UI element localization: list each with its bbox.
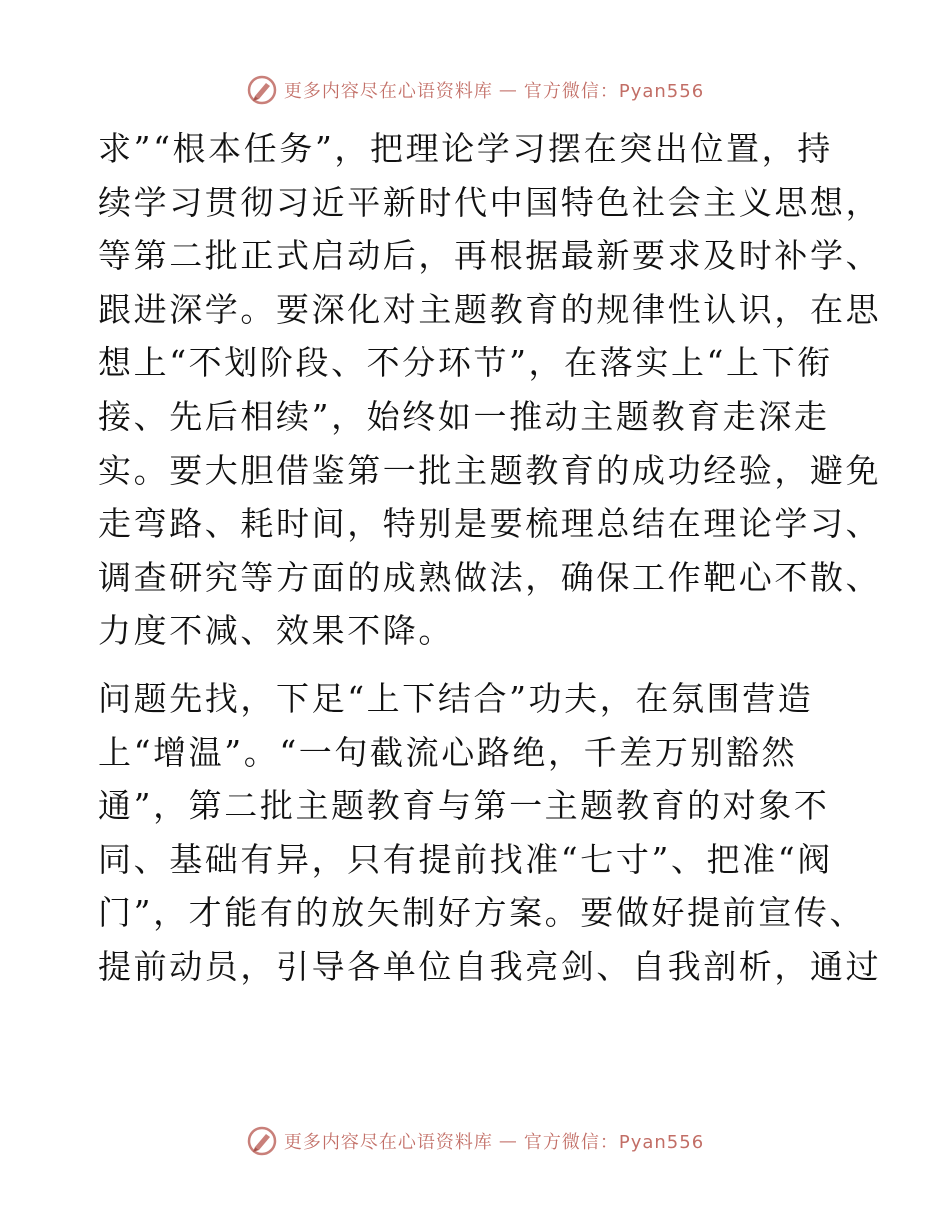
text-line: 走弯路、耗时间，特别是要梳理总结在理论学习、 xyxy=(98,504,882,544)
watermark-contact: 官方微信：Pyan556 xyxy=(523,81,705,102)
text-line: 上“增温”。“一句截流心路绝，千差万别豁然 xyxy=(98,732,798,772)
watermark-contact: 官方微信：Pyan556 xyxy=(523,1132,705,1153)
header-watermark xyxy=(0,74,950,106)
text-line: 调查研究等方面的成熟做法，确保工作靶心不散、 xyxy=(98,557,882,597)
text-line: 续学习贯彻习近平新时代中国特色社会主义思想， xyxy=(98,182,882,222)
text-line: 通”，第二批主题教育与第一主题教育的对象不 xyxy=(98,786,830,826)
watermark-separator: — xyxy=(498,1130,518,1152)
footer-watermark xyxy=(0,1125,950,1157)
watermark-separator: — xyxy=(498,79,518,101)
pen-seal-icon xyxy=(246,1125,278,1157)
text-line: 实。要大胆借鉴第一批主题教育的成功经验，避免 xyxy=(98,450,882,490)
text-line: 问题先找，下足“上下结合”功夫，在氛围营造 xyxy=(98,678,814,718)
text-line: 接、先后相续”，始终如一推动主题教育走深走 xyxy=(98,396,830,436)
text-line: 等第二批正式启动后，再根据最新要求及时补学、 xyxy=(98,236,882,276)
watermark-text: 更多内容尽在心语资料库 xyxy=(283,1132,493,1153)
paragraph-2 xyxy=(98,672,882,994)
text-line: 门”，才能有的放矢制好方案。要做好提前宣传、 xyxy=(98,893,866,933)
text-line: 提前动员，引导各单位自我亮剑、自我剖析，通过 xyxy=(98,946,882,986)
paragraph-1 xyxy=(98,122,882,658)
text-line: 力度不减、效果不降。 xyxy=(98,611,454,651)
text-line: 同、基础有异，只有提前找准“七寸”、把准“阀 xyxy=(98,839,833,879)
text-line: 求”“根本任务”，把理论学习摆在突出位置，持 xyxy=(98,129,833,168)
document-body xyxy=(98,122,882,994)
pen-seal-icon xyxy=(246,74,278,106)
text-line: 想上“不划阶段、不分环节”，在落实上“上下衔 xyxy=(98,343,833,383)
watermark-text: 更多内容尽在心语资料库 xyxy=(283,81,493,102)
text-line: 跟进深学。要深化对主题教育的规律性认识，在思 xyxy=(98,289,882,329)
